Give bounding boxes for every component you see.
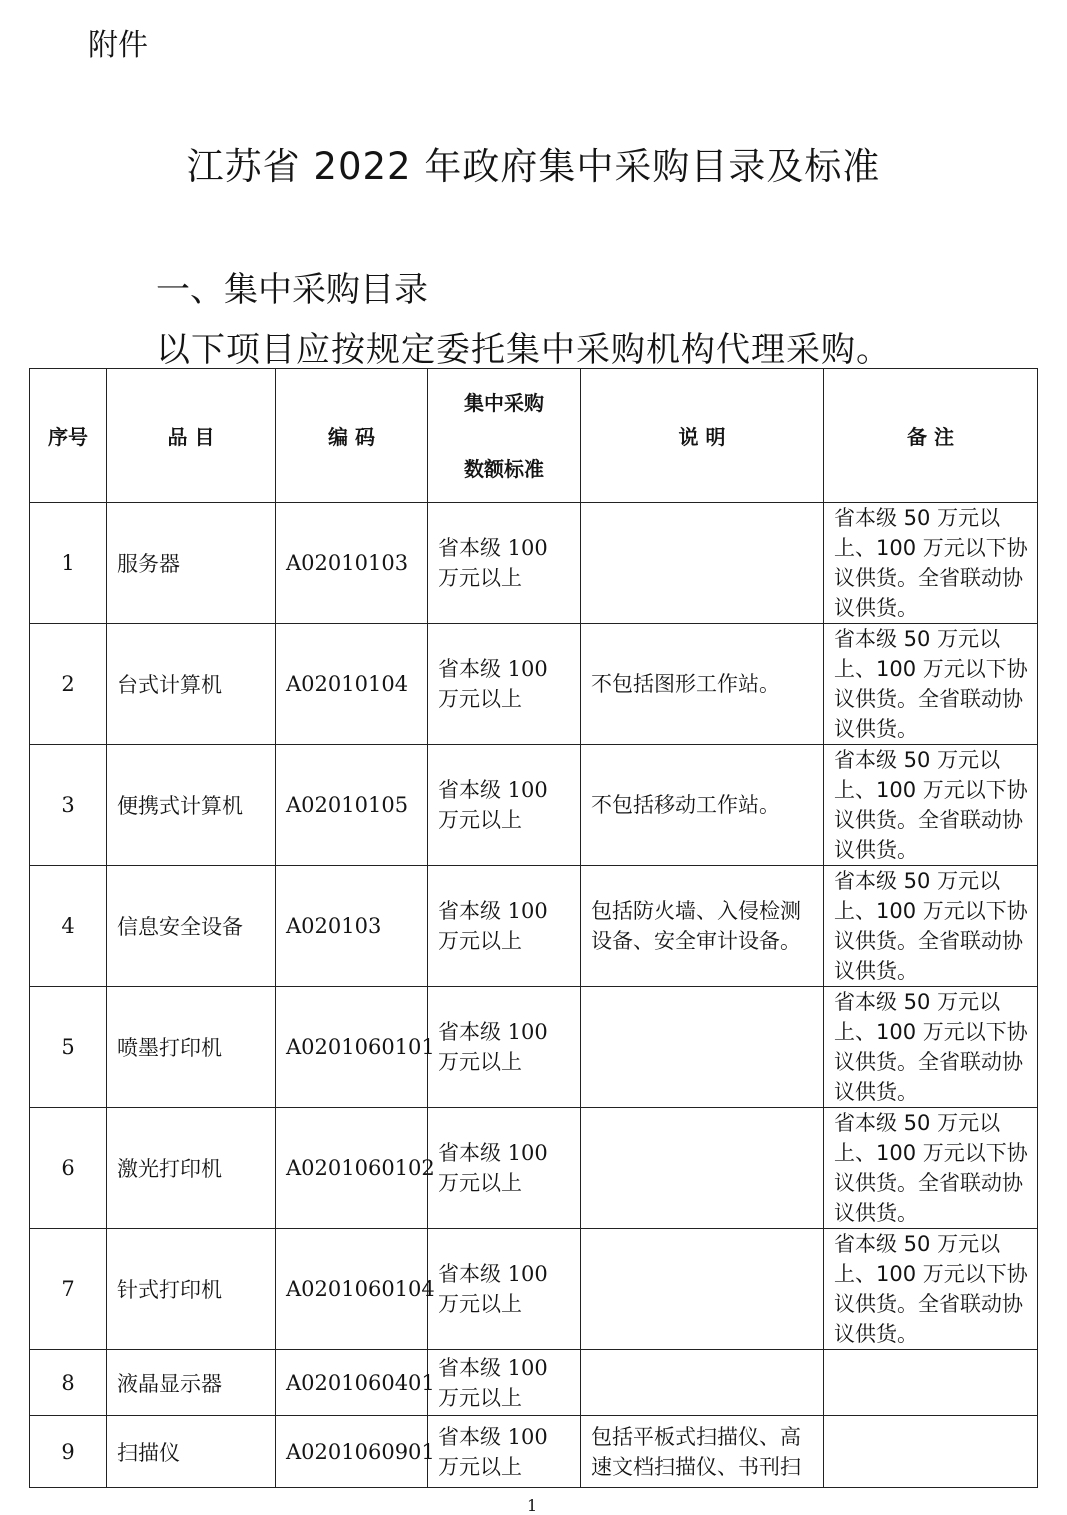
table-row [30, 987, 1038, 1108]
cell-note [581, 1108, 824, 1229]
table-row [30, 1416, 1038, 1488]
cell-code: A02010103 [276, 503, 428, 624]
cell-code: A0201060401 [276, 1350, 428, 1416]
cell-remark [824, 1350, 1038, 1416]
header-item: 品 目 [107, 369, 276, 503]
cell-index: 3 [30, 745, 107, 866]
cell-code: A0201060901 [276, 1416, 428, 1488]
cell-code: A02010104 [276, 624, 428, 745]
header-note: 说 明 [581, 369, 824, 503]
table-row [30, 1108, 1038, 1229]
attachment-label: 附件 [88, 28, 148, 63]
header-standard-line2: 数额标准 [464, 456, 544, 481]
cell-code: A0201060104 [276, 1229, 428, 1350]
cell-item: 扫描仪 [107, 1416, 276, 1488]
cell-note: 包括防火墙、入侵检测设备、安全审计设备。 [581, 866, 824, 987]
table-row [30, 503, 1038, 624]
cell-note [581, 503, 824, 624]
cell-note [581, 1350, 824, 1416]
section-intro: 以下项目应按规定委托集中采购机构代理采购。 [156, 330, 891, 370]
cell-remark: 省本级 50 万元以上、100 万元以下协议供货。全省联动协议供货。 [824, 866, 1038, 987]
cell-item: 液晶显示器 [107, 1350, 276, 1416]
cell-item: 信息安全设备 [107, 866, 276, 987]
cell-index: 8 [30, 1350, 107, 1416]
cell-index: 9 [30, 1416, 107, 1488]
cell-standard: 省本级 100 万元以上 [428, 1416, 581, 1488]
cell-item: 台式计算机 [107, 624, 276, 745]
cell-note: 不包括移动工作站。 [581, 745, 824, 866]
cell-index: 5 [30, 987, 107, 1108]
cell-code: A0201060101 [276, 987, 428, 1108]
cell-note: 不包括图形工作站。 [581, 624, 824, 745]
cell-remark: 省本级 50 万元以上、100 万元以下协议供货。全省联动协议供货。 [824, 1108, 1038, 1229]
table-header-row [30, 369, 1038, 503]
cell-standard: 省本级 100 万元以上 [428, 745, 581, 866]
cell-code: A02010105 [276, 745, 428, 866]
cell-item: 针式打印机 [107, 1229, 276, 1350]
cell-index: 7 [30, 1229, 107, 1350]
table-row [30, 1350, 1038, 1416]
cell-item: 喷墨打印机 [107, 987, 276, 1108]
section-heading: 一、集中采购目录 [156, 270, 428, 310]
cell-standard: 省本级 100 万元以上 [428, 624, 581, 745]
cell-standard: 省本级 100 万元以上 [428, 866, 581, 987]
cell-index: 1 [30, 503, 107, 624]
header-remark: 备 注 [824, 369, 1038, 503]
page-number: 1 [527, 1496, 538, 1515]
cell-note [581, 1229, 824, 1350]
cell-item: 服务器 [107, 503, 276, 624]
cell-index: 6 [30, 1108, 107, 1229]
cell-index: 4 [30, 866, 107, 987]
cell-remark: 省本级 50 万元以上、100 万元以下协议供货。全省联动协议供货。 [824, 503, 1038, 624]
cell-remark: 省本级 50 万元以上、100 万元以下协议供货。全省联动协议供货。 [824, 1229, 1038, 1350]
cell-item: 激光打印机 [107, 1108, 276, 1229]
header-index: 序号 [30, 369, 107, 503]
header-code: 编 码 [276, 369, 428, 503]
cell-remark: 省本级 50 万元以上、100 万元以下协议供货。全省联动协议供货。 [824, 745, 1038, 866]
cell-standard: 省本级 100 万元以上 [428, 1108, 581, 1229]
table-row [30, 624, 1038, 745]
header-standard-line1: 集中采购 [464, 390, 544, 415]
cell-code: A020103 [276, 866, 428, 987]
table-row [30, 1229, 1038, 1350]
cell-remark: 省本级 50 万元以上、100 万元以下协议供货。全省联动协议供货。 [824, 987, 1038, 1108]
cell-note [581, 987, 824, 1108]
cell-item: 便携式计算机 [107, 745, 276, 866]
cell-note: 包括平板式扫描仪、高速文档扫描仪、书刊扫 [581, 1416, 824, 1488]
table-row [30, 745, 1038, 866]
cell-remark [824, 1416, 1038, 1488]
table-row [30, 866, 1038, 987]
procurement-table [29, 368, 1038, 1488]
document-title: 江苏省 2022 年政府集中采购目录及标准 [186, 145, 881, 188]
cell-index: 2 [30, 624, 107, 745]
header-standard [428, 369, 581, 503]
cell-code: A0201060102 [276, 1108, 428, 1229]
cell-standard: 省本级 100 万元以上 [428, 503, 581, 624]
cell-standard: 省本级 100 万元以上 [428, 987, 581, 1108]
cell-standard: 省本级 100 万元以上 [428, 1350, 581, 1416]
cell-remark: 省本级 50 万元以上、100 万元以下协议供货。全省联动协议供货。 [824, 624, 1038, 745]
cell-standard: 省本级 100 万元以上 [428, 1229, 581, 1350]
